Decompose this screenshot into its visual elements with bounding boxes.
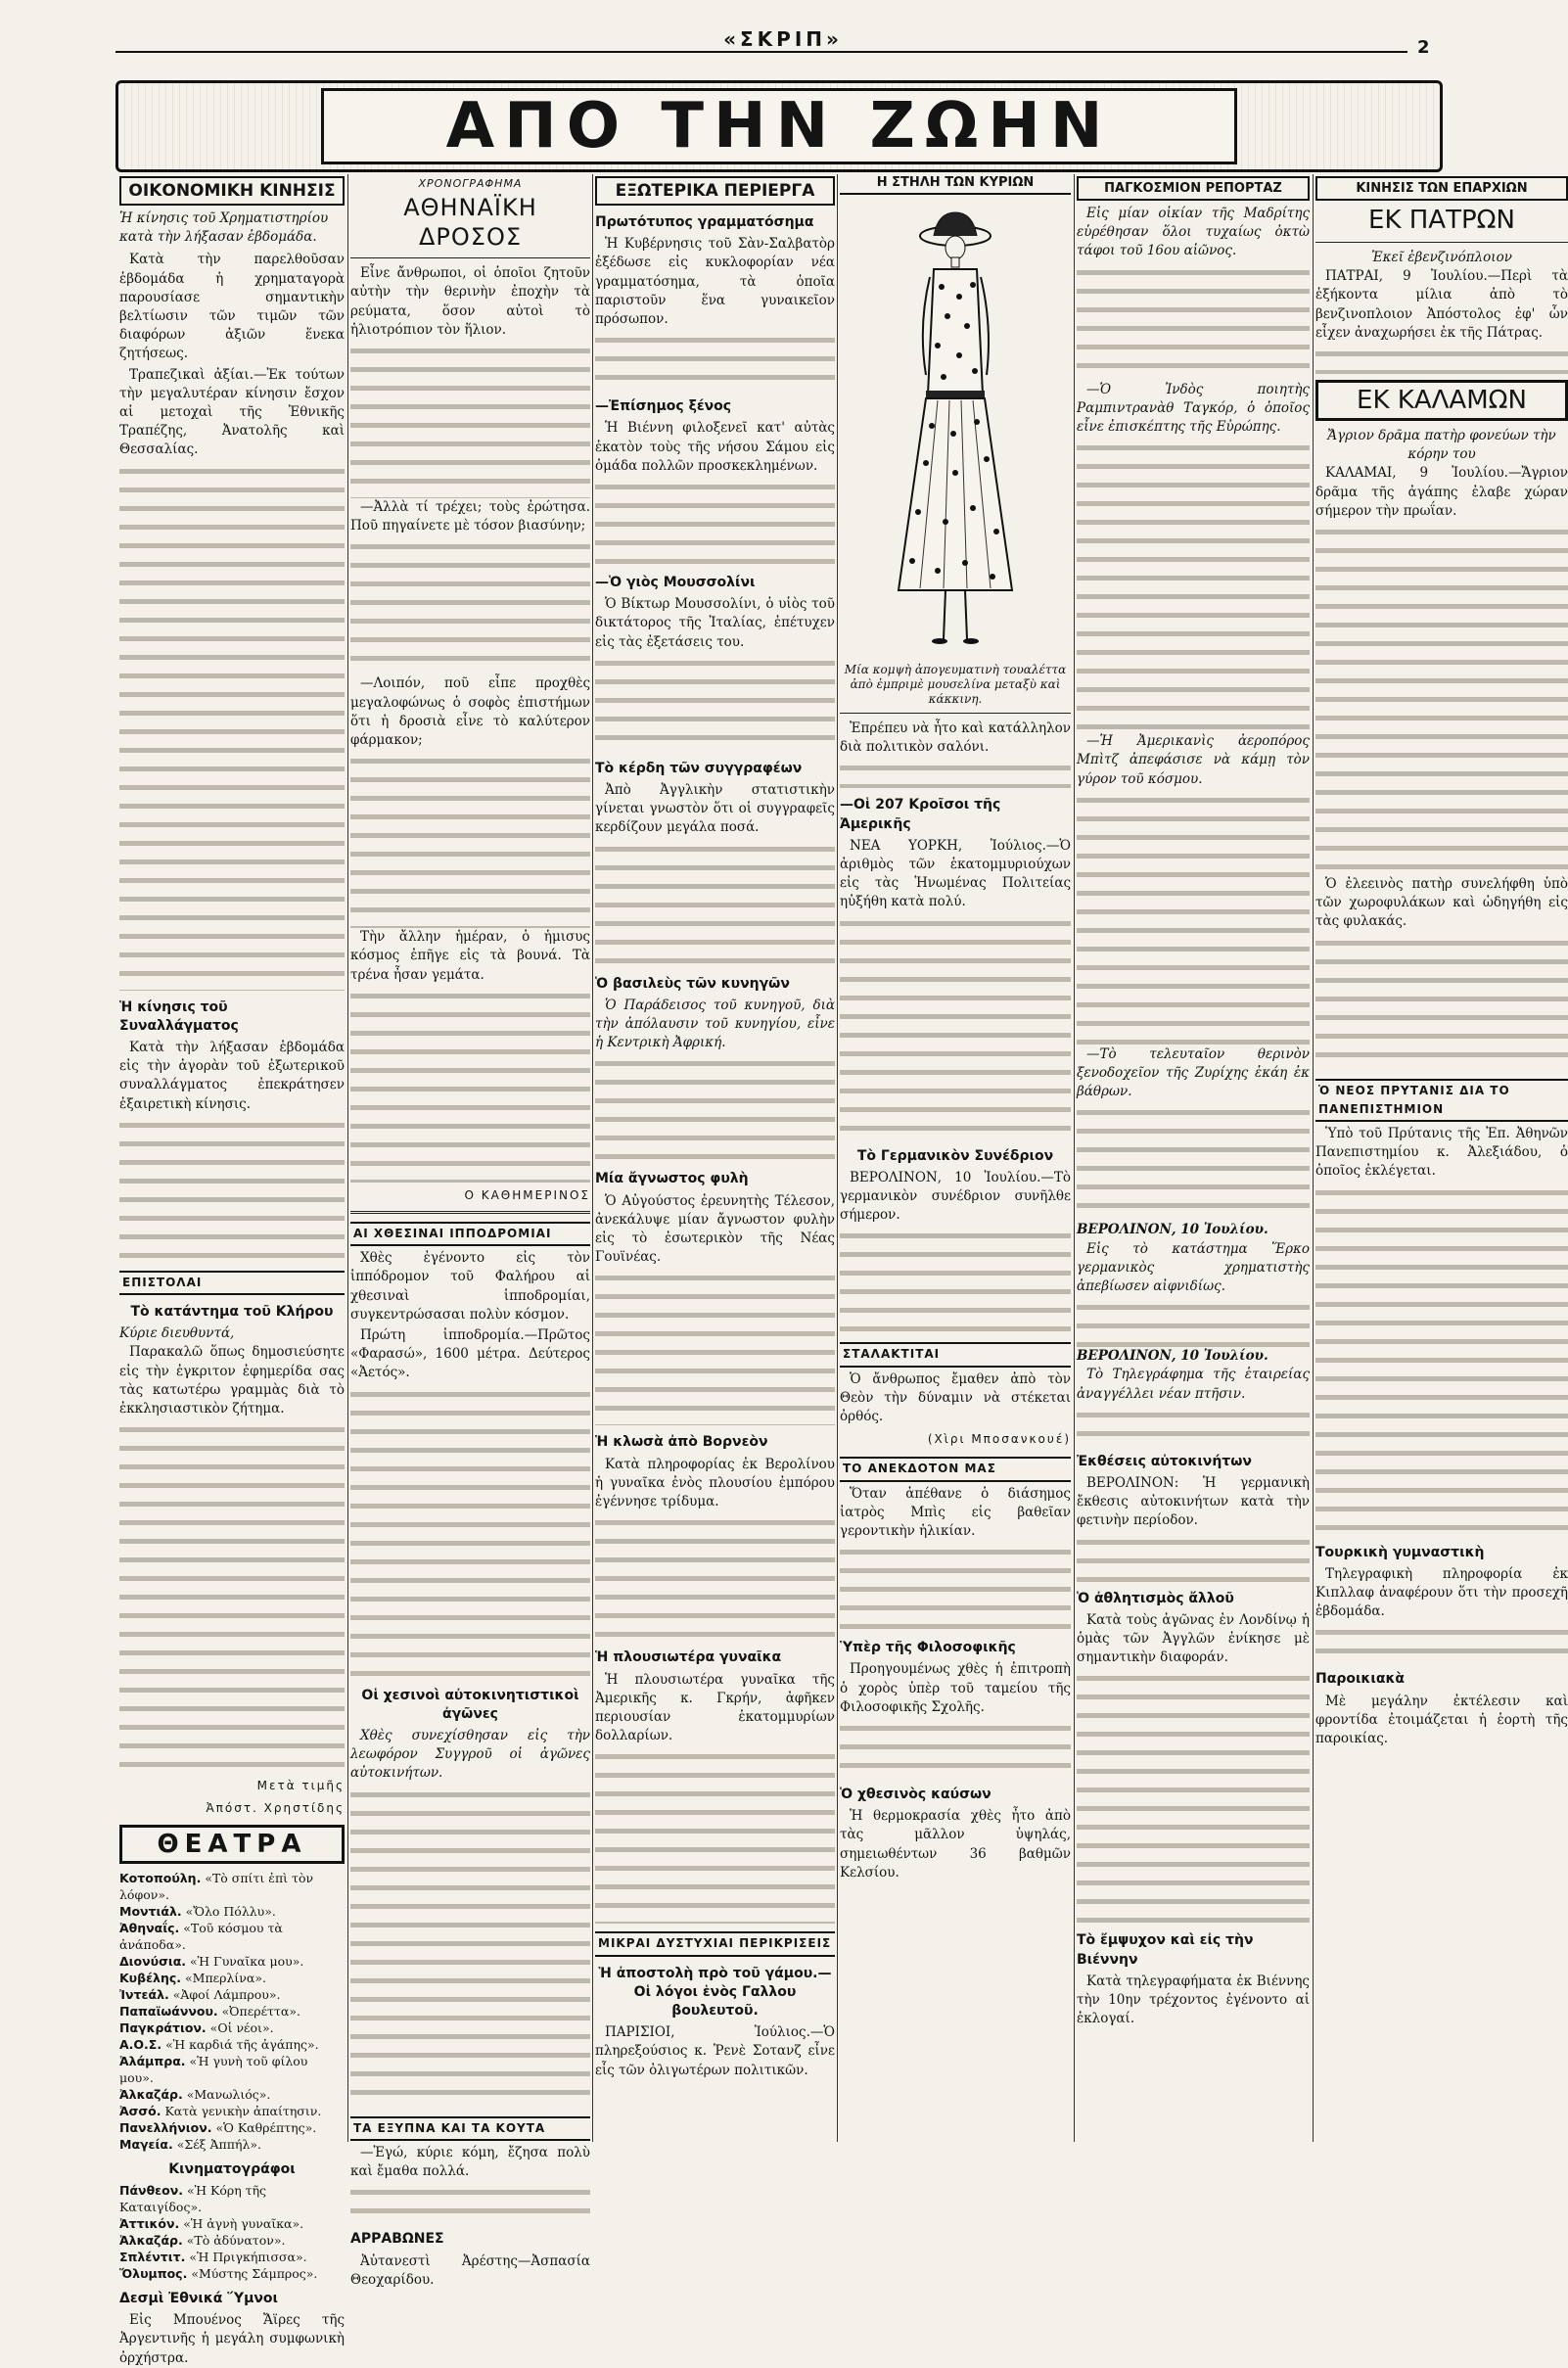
list-item: Ἀθηναΐς. «Τοῦ κόσμου τὰ ἀνάποδα». xyxy=(119,1920,283,1952)
subhead: Ὁ χθεσινὸς καύσων xyxy=(840,1787,992,1803)
subhead: ΑΙ ΧΘΕΣΙΝΑΙ ΙΠΠΟΔΡΟΜΙΑΙ xyxy=(350,1222,590,1246)
city-heading: ΕΚ ΠΑΤΡΩΝ xyxy=(1368,206,1515,235)
article-body xyxy=(1077,1669,1310,1924)
subhead: ΤΑ ΕΞΥΠΝΑ ΚΑΙ ΤΑ ΚΟΥΤΑ xyxy=(350,2116,590,2141)
article-text: ΝΕΑ ΥΟΡΚΗ, Ἰούλιος.—Ὁ ἀριθμὸς τῶν ἑκατομμυριούχων εἰς τὰς Ἡνωμένας Πολιτείας ηὐξήθη κατὰ πολύ. xyxy=(840,837,1071,910)
article-text: Χθὲς ἐγένοντο εἰς τὸν ἱππόδρομον τοῦ Φαλήρου αἱ χθεσιναὶ ἱπποδρομίαι, συγκεντρώσασαι πολὺν κόσμον. xyxy=(350,1250,590,1323)
list-item: Ἀλάμπρα. «Ἡ γυνὴ τοῦ φίλου μου». xyxy=(119,2053,308,2085)
subhead: Ἡ κλωσὰ ἀπὸ Βορνεὸν xyxy=(595,1434,768,1451)
list-item: Μοντιάλ. «Ὄλο Πόλλυ». xyxy=(119,1903,276,1919)
column-chronicle xyxy=(350,174,590,2288)
article-body xyxy=(350,342,590,498)
article-text: Κατὰ τὴν λήξασαν ἑβδομάδα εἰς τὴν ἀγορὰν τοῦ ἐξωτερικοῦ συναλλάγματος ἐπεκράτησεν ἐξαιρετικὴ κίνησις. xyxy=(119,1040,345,1112)
article-text: Μὲ μεγάλην ἐκτέλεσιν καὶ φροντίδα ἐτοιμάζεται ἡ ἑορτὴ τῆς παροικίας. xyxy=(1315,1693,1568,1747)
city-heading: ΕΚ ΚΑΛΑΜΩΝ xyxy=(1315,380,1568,421)
article-text: Εἶνε ἄνθρωποι, οἱ ὁποῖοι ζητοῦν αὐτὴν τὴν θερινὴν ἐποχὴν τὰ ρεύματα, ὅσον αὐτοὶ τὸ ἡλιοτρόπιον τὸν ἥλιον. xyxy=(350,265,590,338)
list-item: Πανελλήνιον. «Ὁ Καθρέπτης». xyxy=(119,2119,317,2135)
section-banner xyxy=(321,88,1237,164)
article-text: Προηγουμένως χθὲς ἡ ἐπιτροπὴ ὁ χορὸς ὑπὲρ τοῦ ταμείου τῆς Φιλοσοφικῆς Σχολῆς. xyxy=(840,1661,1071,1715)
subhead: Ὁ ἀθλητισμὸς ἄλλοῦ xyxy=(1077,1590,1234,1606)
list-item: Ἀττικόν. «Ἡ ἀγνὴ γυναῖκα». xyxy=(119,2215,304,2231)
article-text: Τηλεγραφικὴ πληροφορία ἐκ Κιπλλαφ ἀναφέρουν ὅτι τὴν προσεχῆ ἑβδομάδα. xyxy=(1315,1565,1568,1620)
article-text: —Τὸ τελευταῖον θερινὸν ξενοδοχεῖον τῆς Ζυρίχης ἐκάη ἐκ βάθρων. xyxy=(1077,1045,1310,1100)
column-rule xyxy=(1074,174,1075,2142)
theatres-box xyxy=(119,1825,345,1864)
page-number: 2 xyxy=(1417,37,1430,58)
article-text: Ἡ Κυβέρνησις τοῦ Σὰν-Σαλβατὸρ ἐξέδωσε εἰς κυκλοφορίαν νέα γραμματόσημα, τὰ ὁποῖα παριστοῦν ἕνα γυναικεῖον πρόσωπον. xyxy=(595,236,835,328)
subhead: Ὑπὲρ τῆς Φιλοσοφικῆς xyxy=(840,1640,1016,1656)
article-body xyxy=(595,478,835,566)
article-text: ΠΑΤΡΑΙ, 9 Ἰουλίου.—Περὶ τὰ ἑξήκοντα μίλια ἀπὸ τὸ βενζινοπλοιον Ἀπόστολος ἐφ' ὧν εἶχεν ἀναχωρήσει ἐκ τῆς Πάτρας. xyxy=(1315,268,1568,341)
subhead: ΕΠΙΣΤΟΛΑΙ xyxy=(119,1271,345,1295)
article-body xyxy=(595,654,835,752)
subhead: Παροικιακὰ xyxy=(1315,1671,1406,1688)
subhead: Ὁ ΝΕΟΣ ΠΡΥΤΑΝΙΣ ΔΙΑ ΤΟ ΠΑΝΕΠΙΣΤΗΜΙΟΝ xyxy=(1315,1079,1568,1122)
article-body xyxy=(1077,1298,1310,1347)
column-ladies xyxy=(840,174,1071,2142)
subhead: ΣΤΑΛΑΚΤΙΤΑΙ xyxy=(840,1342,1071,1367)
article-body xyxy=(1315,1184,1568,1536)
article-body xyxy=(595,1513,835,1641)
subhead: Ἡ κίνησις τοῦ Συναλλάγματος xyxy=(119,998,239,1034)
column-curiosities xyxy=(595,174,835,2142)
article-text: Παρακαλῶ ὅπως δημοσιεύσητε εἰς τὴν ἐγκριτον ἐφημερίδα σας τὰς κατωτέρω γραμμὰς διὰ τὸ ἐκκλησιαστικὸν ζήτημα. xyxy=(119,1344,345,1417)
subhead: Ἄγριον δρᾶμα πατὴρ φονεύων τὴν κόρην του xyxy=(1327,428,1556,463)
article-body xyxy=(1315,1623,1568,1662)
divider xyxy=(350,1211,590,1214)
subhead: Τὸ ἔμψυχον καὶ εἰς τὴν Βιέννην xyxy=(1077,1932,1254,1968)
dateline: ΒΕΡΟΛΙΝΟΝ, 10 Ἰουλίου. xyxy=(1077,1348,1268,1365)
subhead: ΜΙΚΡΑΙ ΔΥΣΤΥΧΙΑΙ ΠΕΡΙΚΡΙΣΕΙΣ xyxy=(595,1931,835,1956)
theatres-title: ΘΕΑΤΡΑ xyxy=(157,1829,307,1859)
article-body xyxy=(119,1420,345,1773)
subhead: Ἡ ἀποστολὴ πρὸ τοῦ γάμου.—Οἱ λόγοι ἑνὸς Γαλλου βουλευτοῦ. xyxy=(598,1965,832,2019)
article-body xyxy=(350,1786,590,2109)
article-text: Τὸ Τηλεγράφημα τῆς ἑταιρείας ἀναγγέλλει νέαν πτῆσιν. xyxy=(1077,1367,1310,1402)
subhead: Οἱ χεσινοὶ αὐτοκινητιστικοὶ ἀγῶνες xyxy=(361,1687,579,1722)
divider xyxy=(840,713,1071,714)
article-text: —Ἐγώ, κύριε κόμη, ἔζησα πολὺ καὶ ἔμαθα πολλά. xyxy=(350,2144,590,2180)
article-text: Εἰς τὸ κατάστημα Ἕρκο γερμανικὸς χρηματιστὴς ἀπεβίωσεν αἰφνιδίως. xyxy=(1077,1240,1310,1295)
column-rule xyxy=(347,174,348,2142)
list-item: Κυβέλης. «Μπερλίνα». xyxy=(119,1970,266,1985)
article-text: Τραπεζικαὶ ἀξίαι.—Ἐκ τούτων τὴν μεγαλυτέραν κίνησιν ἔσχον αἱ μετοχαὶ τῆς Ἐθνικῆς Τραπέζης, Ἀνατολῆς καὶ Θεσσαλίας. xyxy=(119,366,345,458)
article-body xyxy=(595,1747,835,1924)
article-body xyxy=(119,1116,345,1263)
article-text: —Ἡ Ἀμερικανὶς ἀεροπόρος Μπὶτζ ἀπεφάσισε νὰ κάμῃ τὸν γύρον τοῦ κόσμου. xyxy=(1077,733,1310,787)
column-provinces xyxy=(1315,174,1568,2142)
article-body xyxy=(350,2183,590,2222)
signature: Ο ΚΑΘΗΜΕΡΙΝΟΣ xyxy=(464,1187,590,1202)
lead: Ἡ κίνησις τοῦ Χρηματιστηρίου κατὰ τὴν λήξασαν ἑβδομάδα. xyxy=(119,210,329,246)
column-rule xyxy=(837,174,838,2142)
divider xyxy=(1315,242,1568,243)
article-body xyxy=(595,331,835,390)
article-text: Κατὰ πληροφορίας ἐκ Βερολίνου ἡ γυναῖκα ἐνὸς πλουσίου ἐμπόρου ἐγέννησε τρίδυμα. xyxy=(595,1456,835,1510)
list-item: Κοτοπούλη. «Τὸ σπίτι ἐπὶ τὸν λόφον». xyxy=(119,1870,314,1902)
article-body xyxy=(595,840,835,967)
illustration-caption: Μία κομψὴ ἀπογευματινὴ τουαλέττα ἀπὸ ἐμπριμὲ μουσελίνα μεταξὺ καὶ κάκκινη. xyxy=(844,663,1067,706)
column-rule xyxy=(592,174,593,2142)
subhead: —Ὁ γιὸς Μουσσολίνι xyxy=(595,575,756,591)
list-item: Α.Ο.Σ. «Ἡ καρδιά τῆς ἀγάπης». xyxy=(119,2036,319,2052)
dateline: ΒΕΡΟΛΙΝΟΝ, 10 Ἰουλίου. xyxy=(1077,1222,1268,1238)
article-body xyxy=(119,462,345,991)
article-body xyxy=(1315,934,1568,1071)
subhead: Τὸ κατάντημα τοῦ Κλήρου xyxy=(130,1304,334,1321)
article-text: Ὁ Βίκτωρ Μουσσολίνι, ὁ υἱὸς τοῦ δικτάτορος τῆς Ἰταλίας, ἐπέτυχεν εἰς τὰς ἐξετάσεις του. xyxy=(595,596,835,650)
signature: Μετὰ τιμῆς xyxy=(256,1779,345,1793)
quote-author: (Χὶρι Μποσανκουέ) xyxy=(927,1432,1071,1447)
list-item: Παγκράτιον. «Οἱ νέοι». xyxy=(119,2020,274,2035)
subhead: Τὸ κέρδη τῶν συγγραφέων xyxy=(595,760,803,776)
heading-world-report: ΠΑΓΚΟΣΜΙΟΝ ΡΕΠΟΡΤΑΖ xyxy=(1077,176,1310,201)
list-item: Ἀλκαζάρ. «Μανωλιός». xyxy=(119,2086,271,2102)
column-world-report xyxy=(1077,174,1310,2142)
article-text: ΠΑΡΙΣΙΟΙ, Ἰούλιος.—Ὁ πληρεξούσιος κ. Ῥενὲ Σοτανζ εἶνε εἷς τῶν ὀλιγωτέρων πολιτικῶν. xyxy=(595,2024,835,2078)
subhead: Μία ἄγνωστος φυλὴ xyxy=(595,1171,749,1187)
article-text: Ὑπὸ τοῦ Πρύτανις τῆς Ἐπ. Ἀθηνῶν Πανεπιστημίου κ. Ἀλεξιάδου, ὁ ὁποῖος ἐκλέγεται. xyxy=(1315,1126,1568,1180)
article-text: —Λοιπόν, ποῦ εἶπε προχθὲς μεγαλοφώνως ὁ σοφὸς ἐπιστήμων ὅτι ἡ δροσιὰ εἶνε τὸ καλύτερον φάρμακον; xyxy=(350,675,590,749)
article-body xyxy=(1077,1533,1310,1582)
heading-ladies: Η ΣΤΗΛΗ ΤΩΝ ΚΥΡΙΩΝ xyxy=(840,174,1071,195)
article-body xyxy=(350,537,590,674)
article-text: Κατὰ τὴν παρελθοῦσαν ἑβδομάδα ἡ χρηματαγορὰ παρουσίασε σημαντικὴν βελτίωσιν τῶν τιμῶν τῶν διαφόρων ἀξιῶν ἕνεκα ζητήσεως. xyxy=(119,252,345,362)
article-text: Ὅταν ἀπέθανε ὁ διάσημος ἰατρὸς Μπὶς εἰς βαθεῖαν γεροντικὴν ἡλικίαν. xyxy=(840,1485,1071,1540)
list-item: Ἀσσό. Κατὰ γενικὴν ἀπαίτησιν. xyxy=(119,2103,322,2118)
subhead: Ἡ πλουσιωτέρα γυναῖκα xyxy=(595,1649,782,1666)
article-text: Ἀὐτανεστὶ Ἀρέστης—Ἀσπασία Θεοχαρίδου. xyxy=(350,2252,590,2288)
signature: Ἀπόστ. Χρηστίδης xyxy=(206,1801,345,1816)
article-body xyxy=(595,1269,835,1425)
article-text: Κατὰ τοὺς ἀγῶνας ἐν Λονδίνῳ ἡ ὁμὰς τῶν Ἀγγλῶν ἐνίκησε μὲ σημαντικὴν διαφοράν. xyxy=(1077,1611,1310,1666)
article-body xyxy=(840,1719,1071,1778)
article-body xyxy=(1077,439,1310,732)
article-body xyxy=(1077,1406,1310,1445)
kicker: ΧΡΟΝΟΓΡΑΦΗΜΑ xyxy=(418,177,523,190)
article-text: Ὁ ἐλεεινὸς πατὴρ συνελήφθη ὑπὸ τῶν χωροφυλάκων καὶ ὡδηγήθη εἰς τὰς φυλακάς. xyxy=(1315,876,1568,930)
subhead: Ὁ βασιλεὺς τῶν κυνηγῶν xyxy=(595,975,790,992)
subhead: Δεσμὶ Ἐθνικά Ὕμνοι xyxy=(119,2290,278,2306)
article-body xyxy=(1315,523,1568,875)
article-text: —Ἀλλὰ τί τρέχει; τοὺς ἐρώτησα. Ποῦ πηγαίνετε μὲ τόσον βιασύνην; xyxy=(350,499,590,534)
article-body xyxy=(1315,345,1568,374)
list-item: Ὄλυμπος. «Μύστης Σάμπρος». xyxy=(119,2265,318,2281)
article-text: Εἰς Μπουένος Ἄϊρες τῆς Ἀργεντινῆς ἡ μεγάλη συμφωνικὴ ὀρχήστρα. xyxy=(119,2312,345,2366)
list-item: Σπλέντιτ. «Ἡ Πριγκήπισσα». xyxy=(119,2249,307,2264)
article-text: Ὁ ἄνθρωπος ἔμαθεν ἀπὸ τὸν Θεὸν τὴν δύναμιν νὰ στέκεται ὀρθός. xyxy=(840,1370,1071,1425)
article-text: Πρώτη ἱπποδρομία.—Πρῶτος «Φαρασώ», 1600 μέτρα. Δεύτερος «Ἀετός». xyxy=(350,1327,590,1381)
article-body xyxy=(1077,791,1310,1045)
subhead: Τὸ Γερμανικὸν Συνέδριον xyxy=(856,1147,1054,1164)
article-text: Κατὰ τηλεγραφήματα ἐκ Βιέννης τὴν 10ην τρέχοντος ἐγένοντο αἱ ἐκλογαί. xyxy=(1077,1973,1310,2027)
list-item: Ἰντεάλ. «Ἀφοί Λάμπρου». xyxy=(119,1986,281,2002)
article-text: Ἡ θερμοκρασία χθὲς ἦτο ἀπὸ τὰς μᾶλλον ὑψηλάς, σημειωθέντων 36 βαθμῶν Κελσίου. xyxy=(840,1808,1071,1880)
list-item: Διονύσια. «Ἡ Γυναῖκα μου». xyxy=(119,1953,304,1969)
salutation: Κύριε διευθυντά, xyxy=(119,1325,235,1342)
divider xyxy=(350,257,590,258)
subhead: Κινηματογράφοι xyxy=(168,2160,296,2177)
subhead: —Οἱ 207 Κροῖσοι τῆς Ἀμερικῆς xyxy=(840,797,1001,832)
dress-figure-illustration xyxy=(840,199,1071,659)
list-item: Ἀλκαζάρ. «Τὸ ἀδύνατον». xyxy=(119,2232,286,2248)
fashion-illustration xyxy=(840,199,1071,659)
article-body xyxy=(840,914,1071,1139)
heading-curiosities: ΕΞΩΤΕΡΙΚΑ ΠΕΡΙΕΡΓΑ xyxy=(595,176,835,206)
article-text: Χθὲς συνεχίσθησαν εἰς τὴν λεωφόρον Συγγροῦ οἱ ἀγῶνες αὐτοκινήτων. xyxy=(350,1728,590,1782)
article-text: —Ὁ Ἰνδὸς ποιητὴς Ραμπιντρανὰθ Ταγκόρ, ὁ ὁποῖος εἶνε ἐπισκέπτης τῆς Εὐρώπης. xyxy=(1077,381,1310,436)
subhead: ΤΟ ΑΝΕΚΔΟΤΟΝ ΜΑΣ xyxy=(840,1457,1071,1481)
article-body xyxy=(840,1227,1071,1334)
list-item: Μαγεία. «Σέξ Ἀππήλ». xyxy=(119,2136,262,2152)
article-text: Ὁ Παράδεισος τοῦ κυνηγοῦ, διὰ τὴν ἀπόλαυσιν τοῦ κυνηγίου, εἶνε ἡ Κεντρικὴ Ἀφρική. xyxy=(595,997,835,1051)
list-item: Πάνθεον. «Ἡ Κόρη τῆς Καταιγίδος». xyxy=(119,2182,267,2214)
article-body xyxy=(1077,263,1310,381)
column-economic xyxy=(119,174,345,2366)
subhead: Πρωτότυπος γραμματόσημα xyxy=(595,214,814,230)
top-rule xyxy=(115,51,1407,53)
subhead: Τουρκικὴ γυμναστικὴ xyxy=(1315,1544,1485,1560)
article-body xyxy=(840,759,1071,788)
article-body xyxy=(350,987,590,1183)
paper-name: «ΣΚΡΙΠ» xyxy=(723,27,843,51)
heading-economic: ΟΙΚΟΝΟΜΙΚΗ ΚΙΝΗΣΙΣ xyxy=(119,176,345,206)
article-text: Τὴν ἄλλην ἡμέραν, ὁ ἡμισυς κόσμος ἐπῆγε εἰς τὰ βουνά. Τὰ τρένα ἦσαν γεμάτα. xyxy=(350,929,590,983)
article-body xyxy=(595,1054,835,1162)
article-body xyxy=(350,752,590,928)
article-text: Ἐπρέπευ νὰ ἦτο καὶ κατάλληλον διὰ πολιτικὸν σαλόνι. xyxy=(840,720,1071,756)
article-body xyxy=(840,1543,1071,1631)
column-rule xyxy=(1313,174,1314,2142)
subhead: ΑΡΡΑΒΩΝΕΣ xyxy=(350,2231,444,2248)
subhead: —Ἐπίσημος ξένος xyxy=(595,398,732,415)
subhead: Ἐκεῖ ἐβενζινόπλοιον xyxy=(1371,250,1512,265)
article-text: Ἡ Βιέννη φιλοξενεῖ κατ' αὐτὰς ἐκατὸν τοὺς τῆς νήσου Σάμου εἰς ὁμάδα πολλῶν προσκεκλημένων. xyxy=(595,420,835,474)
article-text: Ἡ πλουσιωτέρα γυναῖκα τῆς Ἀμερικῆς κ. Γκρήν, ἀφῆκεν περιουσίαν ἑκατομμυρίων δολλαρίων. xyxy=(595,1671,835,1744)
article-body xyxy=(350,1385,590,1679)
list-item: Παπαϊωάννου. «Ὀπερέττα». xyxy=(119,2003,300,2019)
article-text: ΒΕΡΟΛΙΝΟΝ: Ἡ γερμανικὴ ἔκθεσις αὐτοκινήτων κατὰ τὴν φετινὴν περίοδον. xyxy=(1077,1475,1310,1529)
article-text: Ἀπὸ Ἀγγλικὴν στατιστικὴν γίνεται γνωστὸν ὅτι οἱ συγγραφεῖς κερδίζουν μεγάλα ποσά. xyxy=(595,782,835,836)
subhead: Ἐκθέσεις αὐτοκινήτων xyxy=(1077,1453,1252,1469)
article-text: ΒΕΡΟΛΙΝΟΝ, 10 Ἰουλίου.—Τὸ γερμανικὸν συνέδριον συνῆλθε σήμερον. xyxy=(840,1169,1071,1224)
theatre-list xyxy=(119,1870,345,2153)
heading-provinces: ΚΙΝΗΣΙΣ ΤΩΝ ΕΠΑΡΧΙΩΝ xyxy=(1315,176,1568,201)
article-body xyxy=(1077,1103,1310,1221)
article-text: Εἰς μίαν οἰκίαν τῆς Μαδρίτης εὑρέθησαν ὅλοι τυχαίως ὀκτὼ τάφοι τοῦ 16ου αἰῶνος. xyxy=(1077,206,1310,259)
article-text: ΚΑΛΑΜΑΙ, 9 Ἰουλίου.—Ἄγριον δρᾶμα τῆς ἀγάπης ἐλαβε χώραν σήμερον τὴν πρωΐαν. xyxy=(1315,465,1568,519)
heading-chronicle: ΑΘΗΝΑΪΚΗ ΔΡΟΣΟΣ xyxy=(403,194,537,252)
article-text: Ὁ Αὐγούστος ἐρευνητὴς Τέλεσον, ἀνεκάλυψε μίαν ἄγνωστον φυλὴν εἰς τὸ ἐσωτερικὸν τῆς Νέας Γουϊνέας. xyxy=(595,1192,835,1266)
cinema-list xyxy=(119,2182,345,2282)
section-title: ΑΠΟ ΤΗΝ ΖΩΗΝ xyxy=(445,90,1113,163)
